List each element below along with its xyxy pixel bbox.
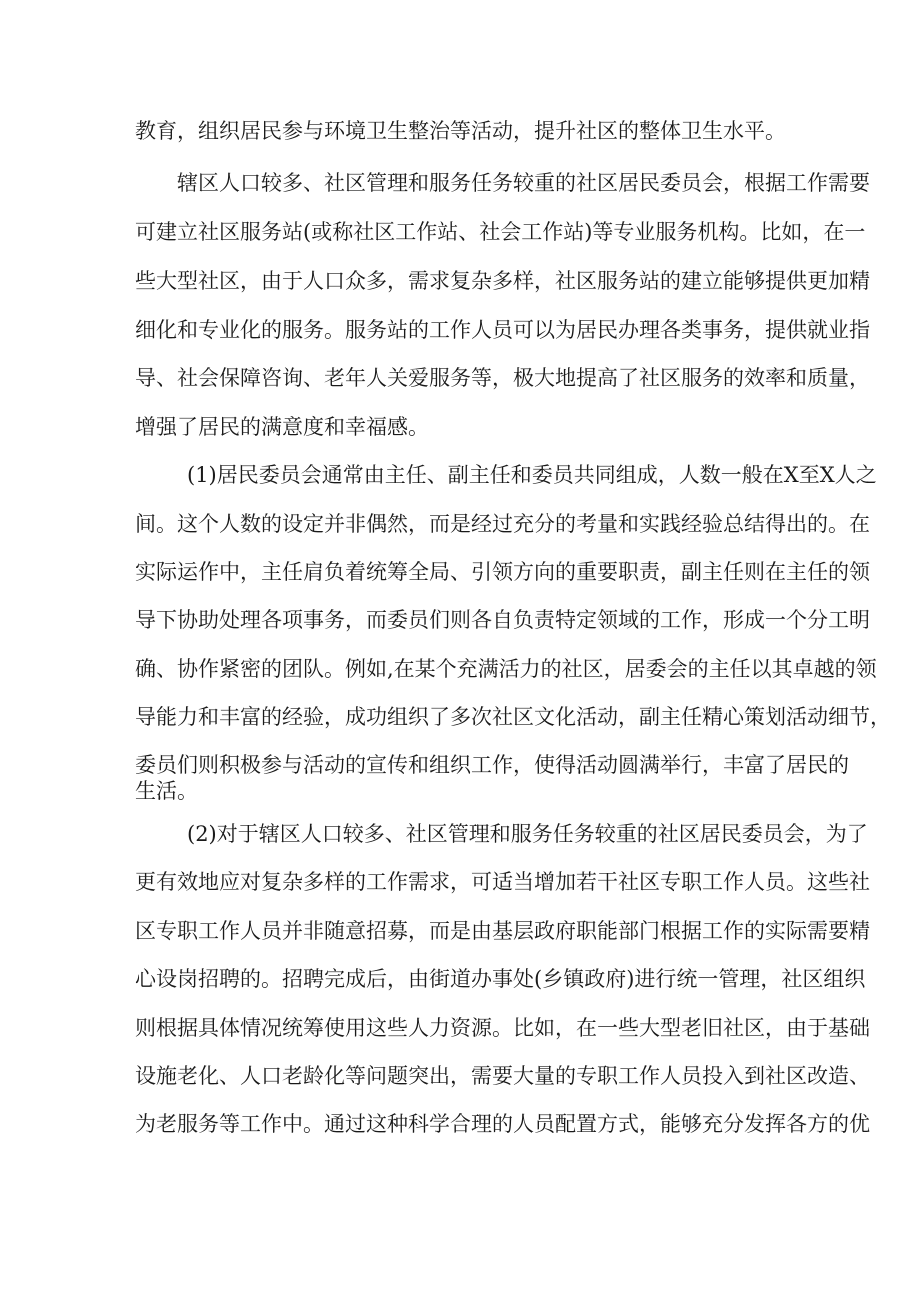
- paragraph-line: 确、协作紧密的团队。例如,在某个充满活力的社区，居委会的主任以其卓越的领: [135, 657, 877, 681]
- paragraph-line: (2)对于辖区人口较多、社区管理和服务任务较重的社区居民委员会，为了: [187, 822, 868, 846]
- paragraph-line: 更有效地应对复杂多样的工作需求，可适当增加若干社区专职工作人员。这些社: [135, 870, 870, 894]
- paragraph-line: 导能力和丰富的经验，成功组织了多次社区文化活动，副主任精心策划活动细节，: [135, 705, 891, 729]
- paragraph-line: 区专职工作人员并非随意招募，而是由基层政府职能部门根据工作的实际需要精: [135, 919, 870, 943]
- paragraph-line: 委员们则积极参与活动的宣传和组织工作，使得活动圆满举行，丰富了居民的: [135, 753, 849, 777]
- paragraph-line: 设施老化、人口老龄化等问题突出，需要大量的专职工作人员投入到社区改造、: [135, 1064, 870, 1088]
- paragraph-line: 心设岗招聘的。招聘完成后，由街道办事处(乡镇政府)进行统一管理，社区组织: [135, 967, 866, 991]
- paragraph-line: 导下协助处理各项事务，而委员们则各自负责特定领域的工作，形成一个分工明: [135, 608, 870, 632]
- paragraph-line: 则根据具体情况统筹使用这些人力资源。比如，在一些大型老旧社区，由于基础: [135, 1016, 870, 1040]
- paragraph-line: 为老服务等工作中。通过这种科学合理的人员配置方式，能够充分发挥各方的优: [135, 1112, 870, 1136]
- paragraph-line: 导、社会保障咨询、老年人关爱服务等，极大地提高了社区服务的效率和质量，: [135, 366, 870, 390]
- paragraph-line: (1)居民委员会通常由主任、副主任和委员共同组成，人数一般在X至X人之: [187, 463, 877, 487]
- paragraph-line: 辖区人口较多、社区管理和服务任务较重的社区居民委员会，根据工作需要: [177, 171, 870, 195]
- paragraph-line: 教育，组织居民参与环境卫生整治等活动，提升社区的整体卫生水平。: [135, 119, 786, 143]
- paragraph-line: 间。这个人数的设定并非偶然，而是经过充分的考量和实践经验总结得出的。在: [135, 512, 870, 536]
- paragraph-line: 可建立社区服务站(或称社区工作站、社会工作站)等专业服务机构。比如，在一: [135, 220, 866, 244]
- paragraph-line: 细化和专业化的服务。服务站的工作人员可以为居民办理各类事务，提供就业指: [135, 318, 870, 342]
- paragraph-line: 实际运作中，主任肩负着统筹全局、引领方向的重要职责，副主任则在主任的领: [135, 560, 870, 584]
- paragraph-line: 增强了居民的满意度和幸福感。: [135, 415, 429, 439]
- paragraph-line: 生活。: [135, 779, 198, 803]
- paragraph-line: 些大型社区，由于人口众多，需求复杂多样，社区服务站的建立能够提供更加精: [135, 269, 870, 293]
